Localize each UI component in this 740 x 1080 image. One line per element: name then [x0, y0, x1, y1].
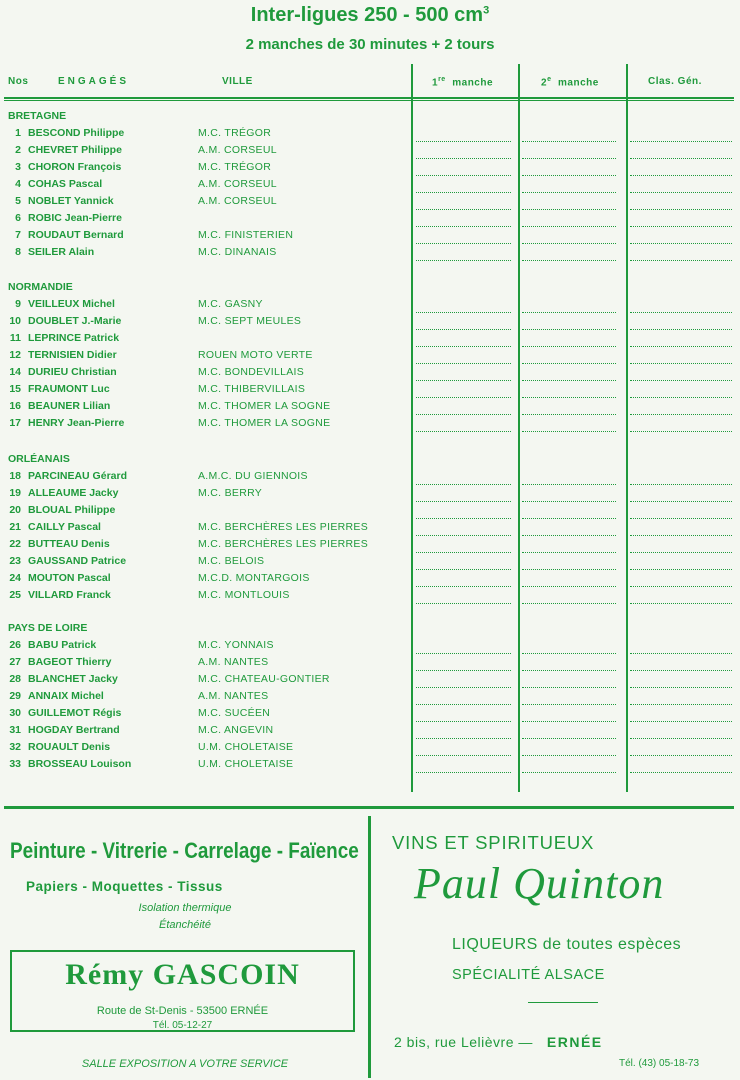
- entry-club: M.C. BERCHÈRES LES PIERRES: [198, 521, 369, 533]
- entry-club: M.C. BERCHÈRES LES PIERRES: [198, 538, 369, 550]
- result-blank-1: [416, 226, 511, 227]
- result-blank-1: [416, 670, 511, 671]
- col-header-engages: ENGAGÉS: [58, 76, 130, 87]
- entry-club: A.M. CORSEUL: [198, 178, 277, 190]
- result-blank-3: [630, 653, 732, 654]
- result-blank-2: [522, 501, 616, 502]
- result-blank-1: [416, 603, 511, 604]
- result-blank-2: [522, 209, 616, 210]
- entry-number: 27: [9, 656, 21, 668]
- result-blank-3: [630, 175, 732, 176]
- entry-row: [0, 178, 410, 194]
- entry-row: [0, 127, 410, 143]
- result-blank-1: [416, 518, 511, 519]
- entry-row: [0, 315, 410, 331]
- result-blank-1: [416, 704, 511, 705]
- entry-number: 22: [9, 538, 21, 550]
- result-blank-1: [416, 738, 511, 739]
- result-blank-2: [522, 329, 616, 330]
- entry-club: M.C. GASNY: [198, 298, 263, 310]
- entry-club: M.C. TRÉGOR: [198, 161, 272, 173]
- entry-number: 4: [15, 178, 21, 190]
- result-blank-2: [522, 653, 616, 654]
- entry-number: 33: [9, 758, 21, 770]
- entry-name: CHEVRET Philippe: [28, 144, 122, 156]
- entry-number: 7: [15, 229, 21, 241]
- col-header-manche-2: 2e manche: [541, 76, 599, 89]
- result-blank-2: [522, 552, 616, 553]
- result-blank-3: [630, 569, 732, 570]
- result-blank-2: [522, 192, 616, 193]
- entry-name: GAUSSAND Patrice: [28, 555, 127, 567]
- entry-row: [0, 383, 410, 399]
- result-blank-1: [416, 209, 511, 210]
- entry-club: M.C. DINANAIS: [198, 246, 277, 258]
- entry-number: 16: [9, 400, 21, 412]
- result-blank-3: [630, 704, 732, 705]
- result-blank-1: [416, 484, 511, 485]
- ad-divider: [368, 816, 371, 1078]
- entry-club: M.C. SEPT MEULES: [198, 315, 302, 327]
- ad-separator: [4, 806, 734, 809]
- entry-row: [0, 366, 410, 382]
- entry-row: [0, 400, 410, 416]
- result-blank-2: [522, 158, 616, 159]
- entry-club: M.C. FINISTERIEN: [198, 229, 294, 241]
- result-blank-2: [522, 141, 616, 142]
- entry-number: 31: [9, 724, 21, 736]
- col-header-classement: Clas. Gén.: [648, 76, 702, 87]
- col-header-ville: VILLE: [222, 76, 253, 87]
- ad-quinton-name: Paul Quinton: [414, 859, 665, 908]
- entry-name: CHORON François: [28, 161, 122, 173]
- result-blank-1: [416, 772, 511, 773]
- ad-gascoin-footer: SALLE EXPOSITION A VOTRE SERVICE: [81, 1058, 289, 1070]
- entry-name: VEILLEUX Michel: [28, 298, 115, 310]
- entry-number: 18: [9, 470, 21, 482]
- entry-name: BUTTEAU Denis: [28, 538, 110, 550]
- entry-club: M.C. MONTLOUIS: [198, 589, 290, 601]
- ad-quinton-phone: Tél. (43) 05-18-73: [619, 1058, 700, 1069]
- entry-number: 25: [9, 589, 21, 601]
- result-blank-2: [522, 755, 616, 756]
- result-blank-1: [416, 158, 511, 159]
- entry-number: 24: [9, 572, 21, 584]
- result-blank-3: [630, 363, 732, 364]
- result-blank-3: [630, 670, 732, 671]
- ad-gascoin-service-1: Isolation thermique: [138, 902, 232, 914]
- entry-row: [0, 212, 410, 228]
- entry-club: M.C. THOMER LA SOGNE: [198, 400, 331, 412]
- entry-number: 19: [9, 487, 21, 499]
- entry-number: 9: [15, 298, 21, 310]
- result-blank-3: [630, 721, 732, 722]
- result-blank-3: [630, 209, 732, 210]
- entry-club: M.C. YONNAIS: [198, 639, 274, 651]
- result-blank-2: [522, 380, 616, 381]
- entry-number: 11: [9, 332, 21, 344]
- result-blank-2: [522, 175, 616, 176]
- result-blank-3: [630, 772, 732, 773]
- column-divider-2: [518, 64, 520, 792]
- result-blank-1: [416, 431, 511, 432]
- header-rule-thin: [4, 100, 734, 101]
- result-blank-2: [522, 484, 616, 485]
- page-subtitle: 2 manches de 30 minutes + 2 tours: [245, 36, 495, 53]
- entry-club: M.C. THIBERVILLAIS: [198, 383, 306, 395]
- entry-club: M.C. THOMER LA SOGNE: [198, 417, 331, 429]
- result-blank-3: [630, 586, 732, 587]
- entry-club: A.M. NANTES: [198, 656, 269, 668]
- entry-name: BEAUNER Lilian: [28, 400, 111, 412]
- result-blank-1: [416, 687, 511, 688]
- result-blank-3: [630, 484, 732, 485]
- result-blank-1: [416, 755, 511, 756]
- result-blank-2: [522, 586, 616, 587]
- entry-name: ROUAULT Denis: [28, 741, 111, 753]
- entry-name: BROSSEAU Louison: [28, 758, 132, 770]
- header-rule: [4, 97, 734, 99]
- entry-number: 20: [9, 504, 21, 516]
- column-divider-1: [411, 64, 413, 792]
- entry-number: 14: [9, 366, 21, 378]
- entry-row: [0, 487, 410, 503]
- result-blank-1: [416, 535, 511, 536]
- entry-number: 12: [9, 349, 21, 361]
- result-blank-3: [630, 755, 732, 756]
- entry-club: M.C. ANGEVIN: [198, 724, 274, 736]
- result-blank-1: [416, 175, 511, 176]
- entry-name: DOUBLET J.-Marie: [28, 315, 122, 327]
- entry-name: BLANCHET Jacky: [28, 673, 118, 685]
- ad-quinton-heading: VINS ET SPIRITUEUX: [392, 832, 595, 853]
- entry-name: BESCOND Philippe: [28, 127, 125, 139]
- result-blank-3: [630, 518, 732, 519]
- entry-row: [0, 504, 410, 520]
- entry-name: TERNISIEN Didier: [28, 349, 117, 361]
- entry-row: [0, 538, 410, 554]
- result-blank-2: [522, 414, 616, 415]
- entry-row: [0, 555, 410, 571]
- entry-number: 21: [9, 521, 21, 533]
- entry-number: 8: [15, 246, 21, 258]
- entry-name: HENRY Jean-Pierre: [28, 417, 125, 429]
- entry-name: BLOUAL Philippe: [28, 504, 116, 516]
- entry-row: [0, 349, 410, 365]
- entry-row: [0, 144, 410, 160]
- result-blank-1: [416, 141, 511, 142]
- entry-number: 10: [9, 315, 21, 327]
- entry-row: [0, 724, 410, 740]
- result-blank-1: [416, 346, 511, 347]
- result-blank-1: [416, 363, 511, 364]
- result-blank-2: [522, 518, 616, 519]
- entry-name: ALLEAUME Jacky: [28, 487, 119, 499]
- result-blank-1: [416, 312, 511, 313]
- ad-quinton-city: ERNÉE: [546, 1034, 603, 1050]
- ad-quinton-liqueurs: LIQUEURS de toutes espèces: [452, 936, 682, 953]
- entry-club: A.M. CORSEUL: [198, 144, 277, 156]
- result-blank-2: [522, 363, 616, 364]
- entry-name: CAILLY Pascal: [28, 521, 101, 533]
- result-blank-3: [630, 687, 732, 688]
- entry-number: 29: [9, 690, 21, 702]
- result-blank-2: [522, 535, 616, 536]
- result-blank-3: [630, 414, 732, 415]
- entry-row: [0, 470, 410, 486]
- result-blank-3: [630, 535, 732, 536]
- entry-name: VILLARD Franck: [28, 589, 111, 601]
- entry-club: U.M. CHOLETAISE: [198, 741, 294, 753]
- ad-gascoin-name: Rémy GASCOIN: [65, 958, 300, 991]
- entry-number: 17: [9, 417, 21, 429]
- result-blank-3: [630, 312, 732, 313]
- entry-name: PARCINEAU Gérard: [28, 470, 127, 482]
- entry-name: NOBLET Yannick: [28, 195, 114, 207]
- region-heading: ORLÉANAIS: [8, 453, 70, 465]
- ad-quinton-address: 2 bis, rue Lelièvre — ERNÉE: [394, 1034, 603, 1050]
- result-blank-3: [630, 346, 732, 347]
- result-blank-2: [522, 226, 616, 227]
- entry-row: [0, 758, 410, 774]
- entry-name: MOUTON Pascal: [28, 572, 111, 584]
- entry-number: 1: [15, 127, 21, 139]
- result-blank-1: [416, 243, 511, 244]
- entry-row: [0, 332, 410, 348]
- entry-number: 3: [15, 161, 21, 173]
- entry-name: COHAS Pascal: [28, 178, 103, 190]
- entry-name: ANNAIX Michel: [28, 690, 104, 702]
- title-text: Inter-ligues 250 - 500 cm: [250, 4, 484, 26]
- entry-row: [0, 589, 410, 605]
- entry-name: DURIEU Christian: [28, 366, 117, 378]
- entry-name: ROUDAUT Bernard: [28, 229, 124, 241]
- result-blank-3: [630, 738, 732, 739]
- result-blank-2: [522, 687, 616, 688]
- entry-row: [0, 195, 410, 211]
- result-blank-1: [416, 501, 511, 502]
- result-blank-3: [630, 329, 732, 330]
- entry-name: GUILLEMOT Régis: [28, 707, 122, 719]
- result-blank-3: [630, 260, 732, 261]
- entry-number: 30: [9, 707, 21, 719]
- result-blank-2: [522, 772, 616, 773]
- result-blank-3: [630, 552, 732, 553]
- result-blank-2: [522, 738, 616, 739]
- entry-name: ROBIC Jean-Pierre: [28, 212, 122, 224]
- result-blank-2: [522, 670, 616, 671]
- col-header-no: Nos: [8, 76, 29, 87]
- entry-row: [0, 656, 410, 672]
- region-heading: PAYS DE LOIRE: [8, 622, 88, 634]
- result-blank-1: [416, 586, 511, 587]
- entry-club: M.C. BELOIS: [198, 555, 265, 567]
- entry-number: 6: [15, 212, 21, 224]
- entry-club: M.C. CHATEAU-GONTIER: [198, 673, 330, 685]
- result-blank-2: [522, 312, 616, 313]
- entry-name: SEILER Alain: [28, 246, 95, 258]
- entry-number: 28: [9, 673, 21, 685]
- result-blank-1: [416, 397, 511, 398]
- ad-gascoin-trades: Peinture - Vitrerie - Carrelage - Faïence: [10, 838, 359, 863]
- entry-row: [0, 521, 410, 537]
- entry-club: M.C.D. MONTARGOIS: [198, 572, 310, 584]
- result-blank-1: [416, 414, 511, 415]
- result-blank-2: [522, 704, 616, 705]
- entry-club: M.C. BERRY: [198, 487, 263, 499]
- title-superscript: 3: [483, 4, 490, 17]
- entry-club: M.C. SUCÉEN: [198, 707, 271, 719]
- ad-gascoin-box: [10, 950, 355, 1032]
- entry-number: 26: [9, 639, 21, 651]
- result-blank-3: [630, 141, 732, 142]
- result-blank-2: [522, 603, 616, 604]
- entry-row: [0, 690, 410, 706]
- result-blank-1: [416, 329, 511, 330]
- entry-name: LEPRINCE Patrick: [28, 332, 120, 344]
- region-heading: NORMANDIE: [8, 281, 73, 293]
- result-blank-1: [416, 380, 511, 381]
- entry-row: [0, 417, 410, 433]
- result-blank-1: [416, 721, 511, 722]
- entry-club: A.M. NANTES: [198, 690, 269, 702]
- page-title: [0, 4, 740, 27]
- entry-number: 23: [9, 555, 21, 567]
- region-heading: BRETAGNE: [8, 110, 67, 122]
- ad-gascoin-phone: Tél. 05-12-27: [152, 1020, 213, 1031]
- entry-number: 15: [9, 383, 21, 395]
- result-blank-3: [630, 158, 732, 159]
- result-blank-1: [416, 552, 511, 553]
- result-blank-3: [630, 243, 732, 244]
- result-blank-3: [630, 397, 732, 398]
- result-blank-2: [522, 397, 616, 398]
- entry-club: M.C. BONDEVILLAIS: [198, 366, 305, 378]
- entry-club: ROUEN MOTO VERTE: [198, 349, 313, 361]
- entry-row: [0, 639, 410, 655]
- result-blank-2: [522, 260, 616, 261]
- entry-row: [0, 246, 410, 262]
- entry-row: [0, 298, 410, 314]
- entry-name: BABU Patrick: [28, 639, 97, 651]
- entry-row: [0, 572, 410, 588]
- result-blank-2: [522, 569, 616, 570]
- ad-quinton-specialite: SPÉCIALITÉ ALSACE: [452, 967, 605, 983]
- column-divider-3: [626, 64, 628, 792]
- entry-row: [0, 707, 410, 723]
- ad-gascoin-service-2: Étanchéité: [159, 919, 211, 931]
- result-blank-3: [630, 603, 732, 604]
- result-blank-3: [630, 431, 732, 432]
- entry-row: [0, 161, 410, 177]
- result-blank-2: [522, 431, 616, 432]
- entry-club: A.M. CORSEUL: [198, 195, 277, 207]
- result-blank-1: [416, 192, 511, 193]
- entry-club: M.C. TRÉGOR: [198, 127, 272, 139]
- entry-number: 5: [15, 195, 21, 207]
- entry-name: HOGDAY Bertrand: [28, 724, 120, 736]
- result-blank-1: [416, 569, 511, 570]
- result-blank-1: [416, 653, 511, 654]
- entry-row: [0, 673, 410, 689]
- entry-row: [0, 741, 410, 757]
- ad-gascoin-products: Papiers - Moquettes - Tissus: [26, 879, 223, 894]
- ad-quinton-rule: [528, 1002, 598, 1003]
- entry-club: U.M. CHOLETAISE: [198, 758, 294, 770]
- entry-number: 32: [9, 741, 21, 753]
- result-blank-2: [522, 243, 616, 244]
- entry-name: FRAUMONT Luc: [28, 383, 110, 395]
- result-blank-3: [630, 501, 732, 502]
- result-blank-3: [630, 226, 732, 227]
- result-blank-2: [522, 721, 616, 722]
- entry-number: 2: [15, 144, 21, 156]
- entry-name: BAGEOT Thierry: [28, 656, 112, 668]
- result-blank-1: [416, 260, 511, 261]
- entry-row: [0, 229, 410, 245]
- result-blank-3: [630, 380, 732, 381]
- entry-club: A.M.C. DU GIENNOIS: [198, 470, 308, 482]
- result-blank-2: [522, 346, 616, 347]
- ad-gascoin-address: Route de St-Denis - 53500 ERNÉE: [96, 1005, 269, 1017]
- col-header-manche-1: 1re manche: [432, 76, 494, 89]
- result-blank-3: [630, 192, 732, 193]
